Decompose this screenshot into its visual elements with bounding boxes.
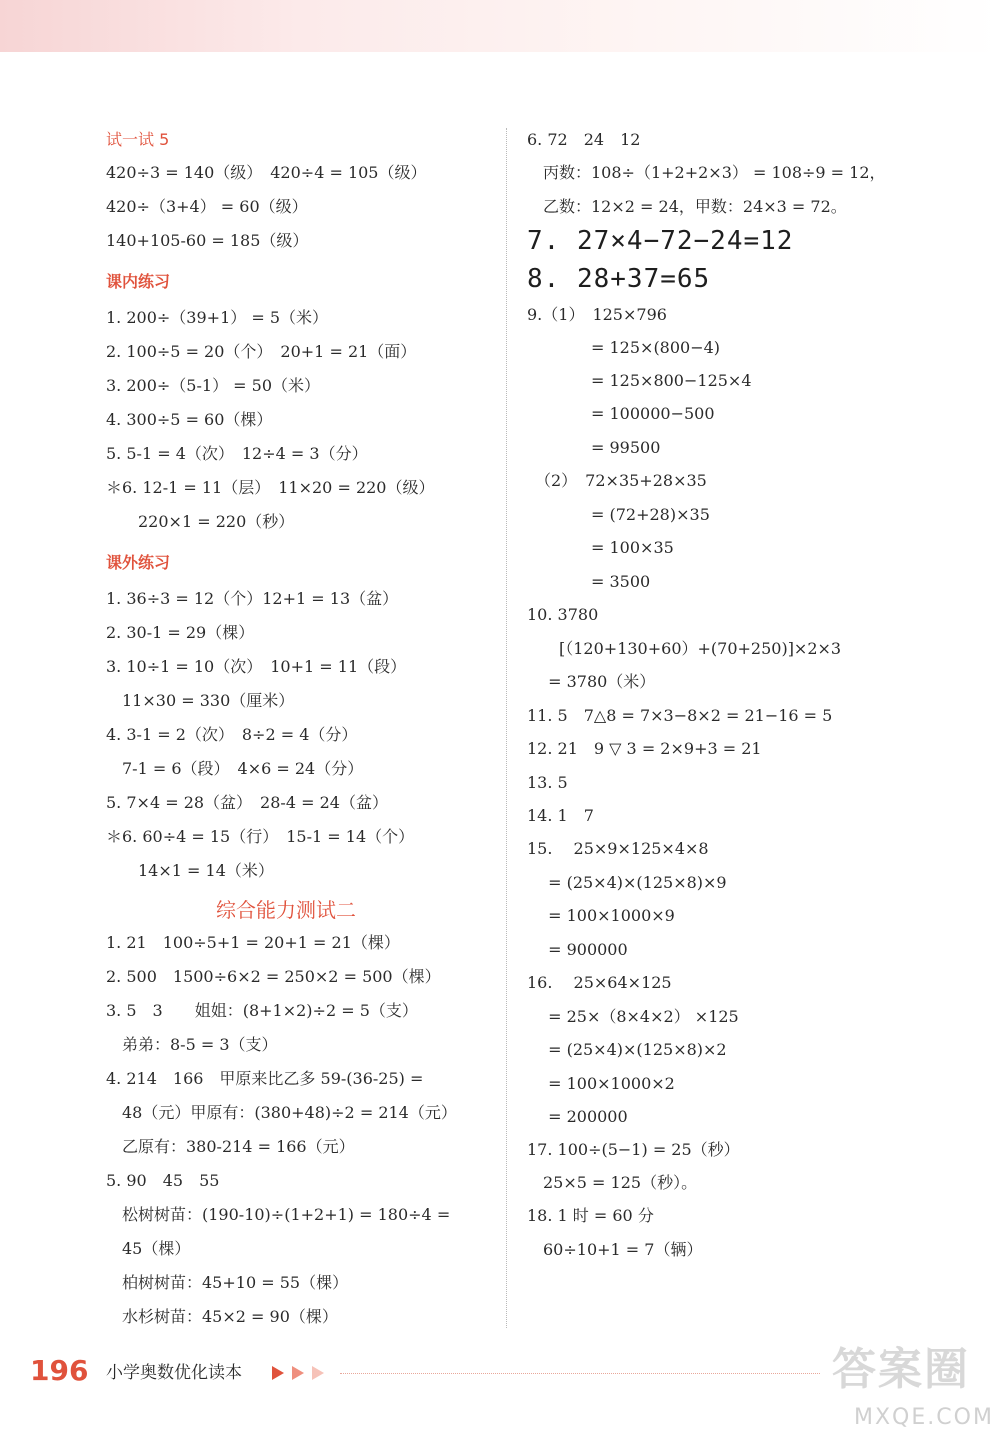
answer-line: 丙数：108÷（1+2+2×3） = 108÷9 = 12， — [527, 163, 886, 182]
answer-line: 14. 1 7 — [527, 806, 594, 825]
answer-line: 乙原有：380-214 = 166（元） — [106, 1137, 355, 1156]
answer-line: 水杉树苗：45×2 = 90（棵） — [106, 1307, 338, 1326]
answer-line: 5. 5-1 = 4（次） 12÷4 = 3（分） — [106, 444, 368, 463]
arrow-icon — [312, 1366, 324, 1380]
answer-line: 5. 7×4 = 28（盆） 28-4 = 24（盆） — [106, 793, 388, 812]
answer-line: 14×1 = 14（米） — [106, 861, 274, 880]
answer-line: 3. 10÷1 = 10（次） 10+1 = 11（段） — [106, 657, 407, 676]
answer-line: 11×30 = 330（厘米） — [106, 691, 295, 710]
answer-line: （2） 72×35+28×35 — [527, 471, 707, 490]
answer-line: 松树树苗：(190-10)÷(1+2+1) = 180÷4 = — [106, 1205, 451, 1224]
answer-line: = 125×800−125×4 — [527, 371, 752, 390]
answer-line: 2. 100÷5 = 20（个） 20+1 = 21（面） — [106, 342, 417, 361]
answer-line: 10. 3780 — [527, 605, 599, 624]
answer-line: 13. 5 — [527, 773, 568, 792]
arrow-icons — [272, 1364, 342, 1382]
answer-line: 1. 200÷（39+1） = 5（米） — [106, 308, 329, 327]
top-decorative-band — [0, 0, 1000, 52]
answer-line: = 100×1000×9 — [527, 906, 675, 925]
answer-line: 7-1 = 6（段） 4×6 = 24（分） — [106, 759, 364, 778]
answer-line: 弟弟：8-5 = 3（支） — [106, 1035, 278, 1054]
answer-line: ＊6. 12-1 = 11（层） 11×20 = 220（级） — [106, 478, 435, 497]
section-heading: 试一试 5 — [106, 130, 170, 149]
answer-line: = 125×(800−4) — [527, 338, 721, 357]
arrow-icon — [272, 1366, 284, 1380]
watermark-url: MXQE.COM — [854, 1405, 994, 1430]
answer-line: 48（元）甲原有：(380+48)÷2 = 214（元） — [106, 1103, 457, 1122]
answer-line: 乙数：12×2 = 24，甲数：24×3 = 72。 — [527, 197, 847, 216]
watermark-logo — [832, 1345, 992, 1440]
answer-line: 1. 36÷3 = 12（个）12+1 = 13（盆） — [106, 589, 399, 608]
answer-line: = 900000 — [527, 940, 628, 959]
answer-line: 15. 25×9×125×4×8 — [527, 839, 709, 858]
handwritten-answer: 8. 28+37=65 — [527, 264, 711, 294]
book-title: 小学奥数优化读本 — [106, 1363, 242, 1383]
answer-line: 11. 5 7△8 = 7×3−8×2 = 21−16 = 5 — [527, 706, 833, 725]
answer-line: 4. 214 166 甲原来比乙多 59-(36-25) = — [106, 1069, 424, 1088]
column-divider — [506, 128, 507, 1328]
watermark-text: 答案圈 — [832, 1344, 970, 1395]
answer-line: 16. 25×64×125 — [527, 973, 672, 992]
answer-line: = 100×1000×2 — [527, 1074, 675, 1093]
answer-line: ＊6. 60÷4 = 15（行） 15-1 = 14（个） — [106, 827, 415, 846]
answer-line: 2. 500 1500÷6×2 = 250×2 = 500（棵） — [106, 967, 441, 986]
answer-line: 420÷3 = 140（级） 420÷4 = 105（级） — [106, 163, 427, 182]
answer-line: 5. 90 45 55 — [106, 1171, 220, 1190]
answer-line: = 25×（8×4×2） ×125 — [527, 1007, 739, 1026]
answer-line: = (25×4)×(125×8)×2 — [527, 1040, 727, 1059]
answer-line: = 99500 — [527, 438, 661, 457]
answer-line: 3. 200÷（5-1） = 50（米） — [106, 376, 321, 395]
section-heading: 课外练习 — [106, 553, 171, 572]
answer-line: 25×5 = 125（秒）。 — [527, 1173, 698, 1192]
answer-line: [（120+130+60）+(70+250)]×2×3 — [527, 639, 842, 658]
footer-dotted-rule — [340, 1373, 820, 1374]
handwritten-answer: 7. 27×4−72−24=12 — [527, 226, 794, 256]
answer-line: 17. 100÷(5−1) = 25（秒） — [527, 1140, 740, 1159]
answer-line: 3. 5 3 姐姐：(8+1×2)÷2 = 5（支） — [106, 1001, 418, 1020]
answer-line: = 100×35 — [527, 538, 674, 557]
answer-line: 4. 300÷5 = 60（棵） — [106, 410, 273, 429]
answer-line: 6. 72 24 12 — [527, 130, 641, 149]
answer-line: 9.（1） 125×796 — [527, 305, 667, 324]
answer-line: = 3500 — [527, 572, 651, 591]
answer-line: 420÷（3+4） = 60（级） — [106, 197, 308, 216]
answer-line: 18. 1 时 = 60 分 — [527, 1206, 654, 1225]
answer-line: 12. 21 9 ▽ 3 = 2×9+3 = 21 — [527, 739, 762, 758]
answer-line: = 100000−500 — [527, 404, 715, 423]
answer-line: 220×1 = 220（秒） — [106, 512, 295, 531]
page-number: 196 — [30, 1354, 89, 1387]
answer-line: 2. 30-1 = 29（棵） — [106, 623, 255, 642]
answer-line: = (72+28)×35 — [527, 505, 710, 524]
answer-line: 4. 3-1 = 2（次） 8÷2 = 4（分） — [106, 725, 358, 744]
section-title: 综合能力测试二 — [216, 898, 356, 922]
answer-line: 45（棵） — [106, 1239, 191, 1258]
arrow-icon — [292, 1366, 304, 1380]
answer-line: = 3780（米） — [527, 672, 656, 691]
answer-line: 1. 21 100÷5+1 = 20+1 = 21（棵） — [106, 933, 400, 952]
answer-line: = 200000 — [527, 1107, 628, 1126]
answer-line: = (25×4)×(125×8)×9 — [527, 873, 727, 892]
answer-line: 柏树树苗：45+10 = 55（棵） — [106, 1273, 349, 1292]
section-heading: 课内练习 — [106, 272, 171, 291]
answer-line: 140+105-60 = 185（级） — [106, 231, 309, 250]
answer-line: 60÷10+1 = 7（辆） — [527, 1240, 703, 1259]
